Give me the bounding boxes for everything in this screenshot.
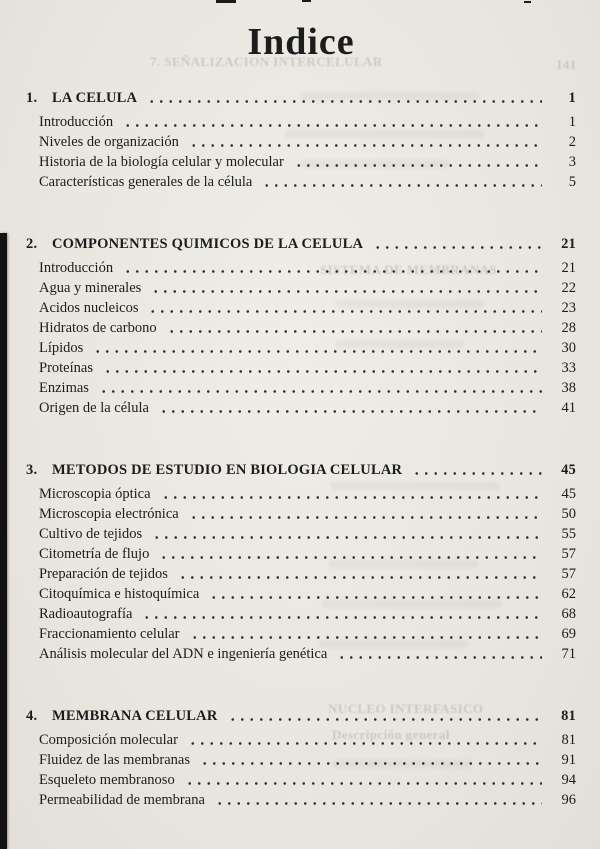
section-number: 2. [26,236,38,252]
toc-entry-row [39,544,576,564]
dot-leader [157,404,542,418]
dot-leader [188,630,542,644]
entry-title: Cultivo de tejidos [39,526,143,542]
entry-page: 55 [561,526,576,542]
entry-title: Microscopia electrónica [39,506,179,522]
entry-page: 5 [568,174,576,190]
dot-leader [207,590,542,604]
section-page: 45 [561,462,576,478]
entry-title: Acidos nucleicos [39,300,139,316]
toc-entry-row [39,172,576,192]
entry-title: Enzimas [39,380,89,396]
bleed-through-text: NUCLEO INTERFASICO [328,701,484,716]
dot-leader [159,490,542,504]
section-page: 21 [561,236,576,252]
entry-page: 50 [561,506,576,522]
toc-entry-row [39,604,576,624]
entry-page: 28 [561,320,576,336]
entry-page: 57 [561,566,576,582]
dot-leader [121,264,542,278]
entry-title: Lípidos [39,340,84,356]
dot-leader [187,138,542,152]
dot-leader [410,466,542,480]
dot-leader [121,118,542,132]
toc-entry-row [39,564,576,584]
toc-entry-row [39,358,576,378]
entry-title: Composición molecular [39,732,178,748]
toc-section [26,234,576,418]
dot-leader [146,304,542,318]
entry-page: 96 [561,792,576,808]
entry-page: 81 [561,732,576,748]
dot-leader [165,324,542,338]
dot-leader [97,384,542,398]
section-page: 81 [561,708,576,724]
page-title: Indice [247,21,355,63]
section-title: METODOS DE ESTUDIO EN BIOLOGIA CELULAR [52,462,403,478]
bleed-through-text: 141 [556,57,577,72]
entry-title: Niveles de organización [39,134,179,150]
entry-page: 22 [561,280,576,296]
entry-title: Permeabilidad de membrana [39,792,205,808]
entry-page: 21 [561,260,576,276]
toc-section-heading-row [26,706,576,726]
entry-title: Historia de la biología celular y molecular [39,154,284,170]
toc-entry-row [39,730,576,750]
entry-page: 57 [561,546,576,562]
dot-leader [186,736,542,750]
entry-title: Agua y minerales [39,280,142,296]
entry-page: 45 [561,486,576,502]
section-title: MEMBRANA CELULAR [52,708,218,724]
entry-title: Fluidez de las membranas [39,752,190,768]
section-entries [39,112,576,192]
entry-title: Microscopia óptica [39,486,151,502]
section-title: COMPONENTES QUIMICOS DE LA CELULA [52,236,364,252]
toc-entry-row [39,790,576,810]
section-entries [39,730,576,810]
dot-leader [150,530,542,544]
toc-entry-row [39,112,576,132]
toc-section [26,706,576,810]
section-title: LA CELULA [52,90,138,106]
entry-page: 38 [561,380,576,396]
entry-page: 41 [561,400,576,416]
dot-leader [371,240,542,254]
dot-leader [176,570,542,584]
toc-entry-row [39,770,576,790]
section-number: 3. [26,462,38,478]
bleed-through-text: Descripción general [332,727,450,742]
toc-section [26,460,576,664]
entry-title: Hidratos de carbono [39,320,157,336]
entry-title: Características generales de la célula [39,174,253,190]
entry-page: 23 [561,300,576,316]
toc-entry-row [39,624,576,644]
toc-entry-row [39,484,576,504]
entry-title: Esqueleto membranoso [39,772,175,788]
entry-title: Radioautografía [39,606,133,622]
dot-leader [292,158,542,172]
dot-leader [145,94,542,108]
toc [26,88,576,810]
entry-page: 30 [561,340,576,356]
entry-title: Introducción [39,114,114,130]
dot-leader [183,776,542,790]
entry-page: 91 [561,752,576,768]
section-number: 1. [26,90,38,106]
entry-title: Citometría de flujo [39,546,150,562]
entry-page: 94 [561,772,576,788]
entry-page: 68 [561,606,576,622]
toc-entry-row [39,258,576,278]
toc-entry-row [39,504,576,524]
section-entries [39,258,576,418]
toc-entry-row [39,378,576,398]
entry-title: Citoquímica e histoquímica [39,586,200,602]
toc-section [26,88,576,192]
entry-page: 3 [568,154,576,170]
dot-leader [157,550,542,564]
entry-title: Introducción [39,260,114,276]
toc-section-heading-row [26,88,576,108]
entry-title: Preparación de tejidos [39,566,168,582]
section-number: 4. [26,708,38,724]
dot-leader [335,650,542,664]
entry-page: 69 [561,626,576,642]
toc-entry-row [39,278,576,298]
dot-leader [260,178,542,192]
dot-leader [101,364,542,378]
toc-entry-row [39,152,576,172]
entry-page: 33 [561,360,576,376]
entry-page: 1 [568,114,576,130]
dot-leader [198,756,542,770]
entry-page: 71 [561,646,576,662]
bleed-through-text: 7. SEÑALIZACION INTERCELULAR [150,54,383,69]
dot-leader [213,796,542,810]
toc-entry-row [39,524,576,544]
dot-leader [149,284,542,298]
entry-page: 2 [568,134,576,150]
toc-entry-row [39,298,576,318]
toc-section-heading-row [26,460,576,480]
section-page: 1 [568,90,576,106]
toc-entry-row [39,644,576,664]
dot-leader [187,510,542,524]
toc-entry-row [39,318,576,338]
entry-title: Origen de la célula [39,400,149,416]
dot-leader [140,610,542,624]
toc-entry-row [39,584,576,604]
entry-page: 62 [561,586,576,602]
toc-entry-row [39,750,576,770]
section-entries [39,484,576,664]
entry-title: Fraccionamiento celular [39,626,180,642]
entry-title: Análisis molecular del ADN e ingeniería genética [39,646,328,662]
toc-entry-row [39,132,576,152]
entry-title: Proteínas [39,360,93,376]
toc-section-heading-row [26,234,576,254]
dot-leader [226,712,542,726]
dot-leader [91,344,542,358]
toc-entry-row [39,338,576,358]
toc-entry-row [39,398,576,418]
